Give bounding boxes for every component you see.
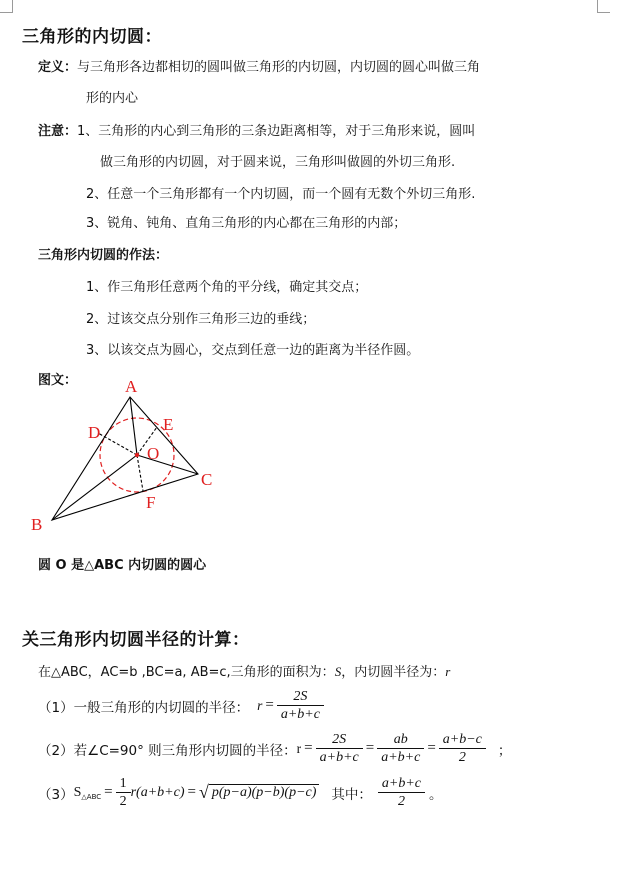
section-title-radius: 关三角形内切圆半径的计算：	[22, 630, 250, 650]
formula-3-area: S	[73, 784, 82, 800]
section-title-incircle: 三角形的内切圆：	[22, 27, 162, 47]
construction-heading: 三角形内切圆的作法：	[38, 248, 169, 263]
construction-step1: 1、作三角形任意两个角的平分线，确定其交点；	[86, 280, 368, 295]
formula-1-label: （1）一般三角形的内切圆的半径：	[38, 699, 250, 716]
given-area-symbol: S	[334, 664, 342, 679]
notes-item1-line1: 1、三角形的内心到三角形的三条边距离相等，对于三角形来说，圆叫	[77, 124, 476, 139]
notes-item3: 3、锐角、钝角、直角三角形的内心都在三角形的内部；	[86, 216, 407, 231]
given-mid: ，内切圆半径为：	[341, 665, 446, 680]
bisector-a	[130, 397, 137, 455]
formula-2-label: （2）若∠C=90° 则三角形内切圆的半径：	[38, 742, 297, 759]
formula-2-fraction-2: $\frac{ab}{a+b+c}$	[377, 731, 424, 766]
definition-text-line2: 形的内心	[86, 91, 139, 106]
sqrt-sign: √	[198, 782, 209, 802]
formula-3-where: 其中：	[331, 786, 372, 803]
formula-3-p-fraction: $\frac{a+b+c}{2}$	[378, 775, 425, 810]
construction-step2: 2、过该交点分别作三角形三边的垂线；	[86, 312, 316, 327]
formula-3-sqrt: p(p−a)(p−b)(p−c)	[209, 784, 320, 801]
figure-label: 图文：	[38, 373, 78, 388]
formula-2-fraction-1: $\frac{2S}{a+b+c}$	[316, 731, 363, 766]
formula-2-tail: ；	[497, 742, 512, 759]
formula-3: （3） S △ABC = $\frac{1}{2}$ r(a+b+c) = √ p(p−a)(p−b)(p−c) 其中： $\frac{a+b+c}{2}$ 。	[38, 776, 443, 809]
formula-3-half: $\frac{1}{2}$	[116, 775, 131, 810]
formula-3-end: 。	[429, 786, 443, 803]
given-prefix: 在△ABC，AC=b ,BC=a, AB=c,三角形的面积为：	[38, 665, 335, 680]
triangle-abc	[52, 397, 198, 520]
point-label-b: B	[31, 515, 43, 534]
formula-1: （1）一般三角形的内切圆的半径： r = $\frac{2S}{a+b+c}$	[38, 688, 324, 723]
incenter-point	[135, 453, 139, 457]
point-label-o: O	[147, 444, 160, 463]
formula-2: （2）若∠C=90° 则三角形内切圆的半径： r = $\frac{2S}{a+b+c}$ = $\frac{ab}{a+b+c}$ = $\frac{a+b-c}{2}$ ；	[38, 732, 512, 765]
point-label-d: D	[88, 423, 101, 442]
given-radius-symbol: r	[445, 664, 451, 679]
formula-3-subscript: △ABC	[81, 792, 102, 801]
formula-2-lhs: r	[296, 740, 302, 756]
given-line	[38, 663, 450, 682]
formula-1-fraction: $\frac{2S}{a+b+c}$	[277, 688, 324, 723]
point-label-a: A	[125, 377, 138, 396]
point-label-c: C	[201, 470, 213, 489]
construction-step3: 3、以该交点为圆心，交点到任意一边的距离为半径作圆。	[86, 343, 420, 358]
notes-label: 注意：	[38, 124, 78, 139]
definition-label: 定义：	[38, 60, 78, 75]
formula-3-label: （3）	[38, 786, 74, 803]
notes-item1-line2: 做三角形的内切圆，对于圆来说，三角形叫做圆的外切三角形.	[100, 155, 456, 170]
definition-text-line1: 与三角形各边都相切的圆叫做三角形的内切圆，内切圆的圆心叫做三角	[77, 60, 481, 75]
formula-3-expr: r(a+b+c)	[130, 784, 185, 800]
point-label-e: E	[163, 415, 174, 434]
perpendicular-od	[98, 433, 137, 455]
point-label-f: F	[146, 493, 156, 512]
perpendicular-of	[137, 455, 143, 491]
notes-item2: 2、任意一个三角形都有一个内切圆，而一个圆有无数个外切三角形.	[86, 187, 476, 202]
bisector-b	[52, 455, 137, 520]
formula-1-lhs: r	[257, 697, 263, 713]
formula-2-fraction-3: $\frac{a+b-c}{2}$	[439, 731, 486, 766]
figure-caption: 圆 O 是△ABC 内切圆的圆心	[38, 558, 207, 573]
